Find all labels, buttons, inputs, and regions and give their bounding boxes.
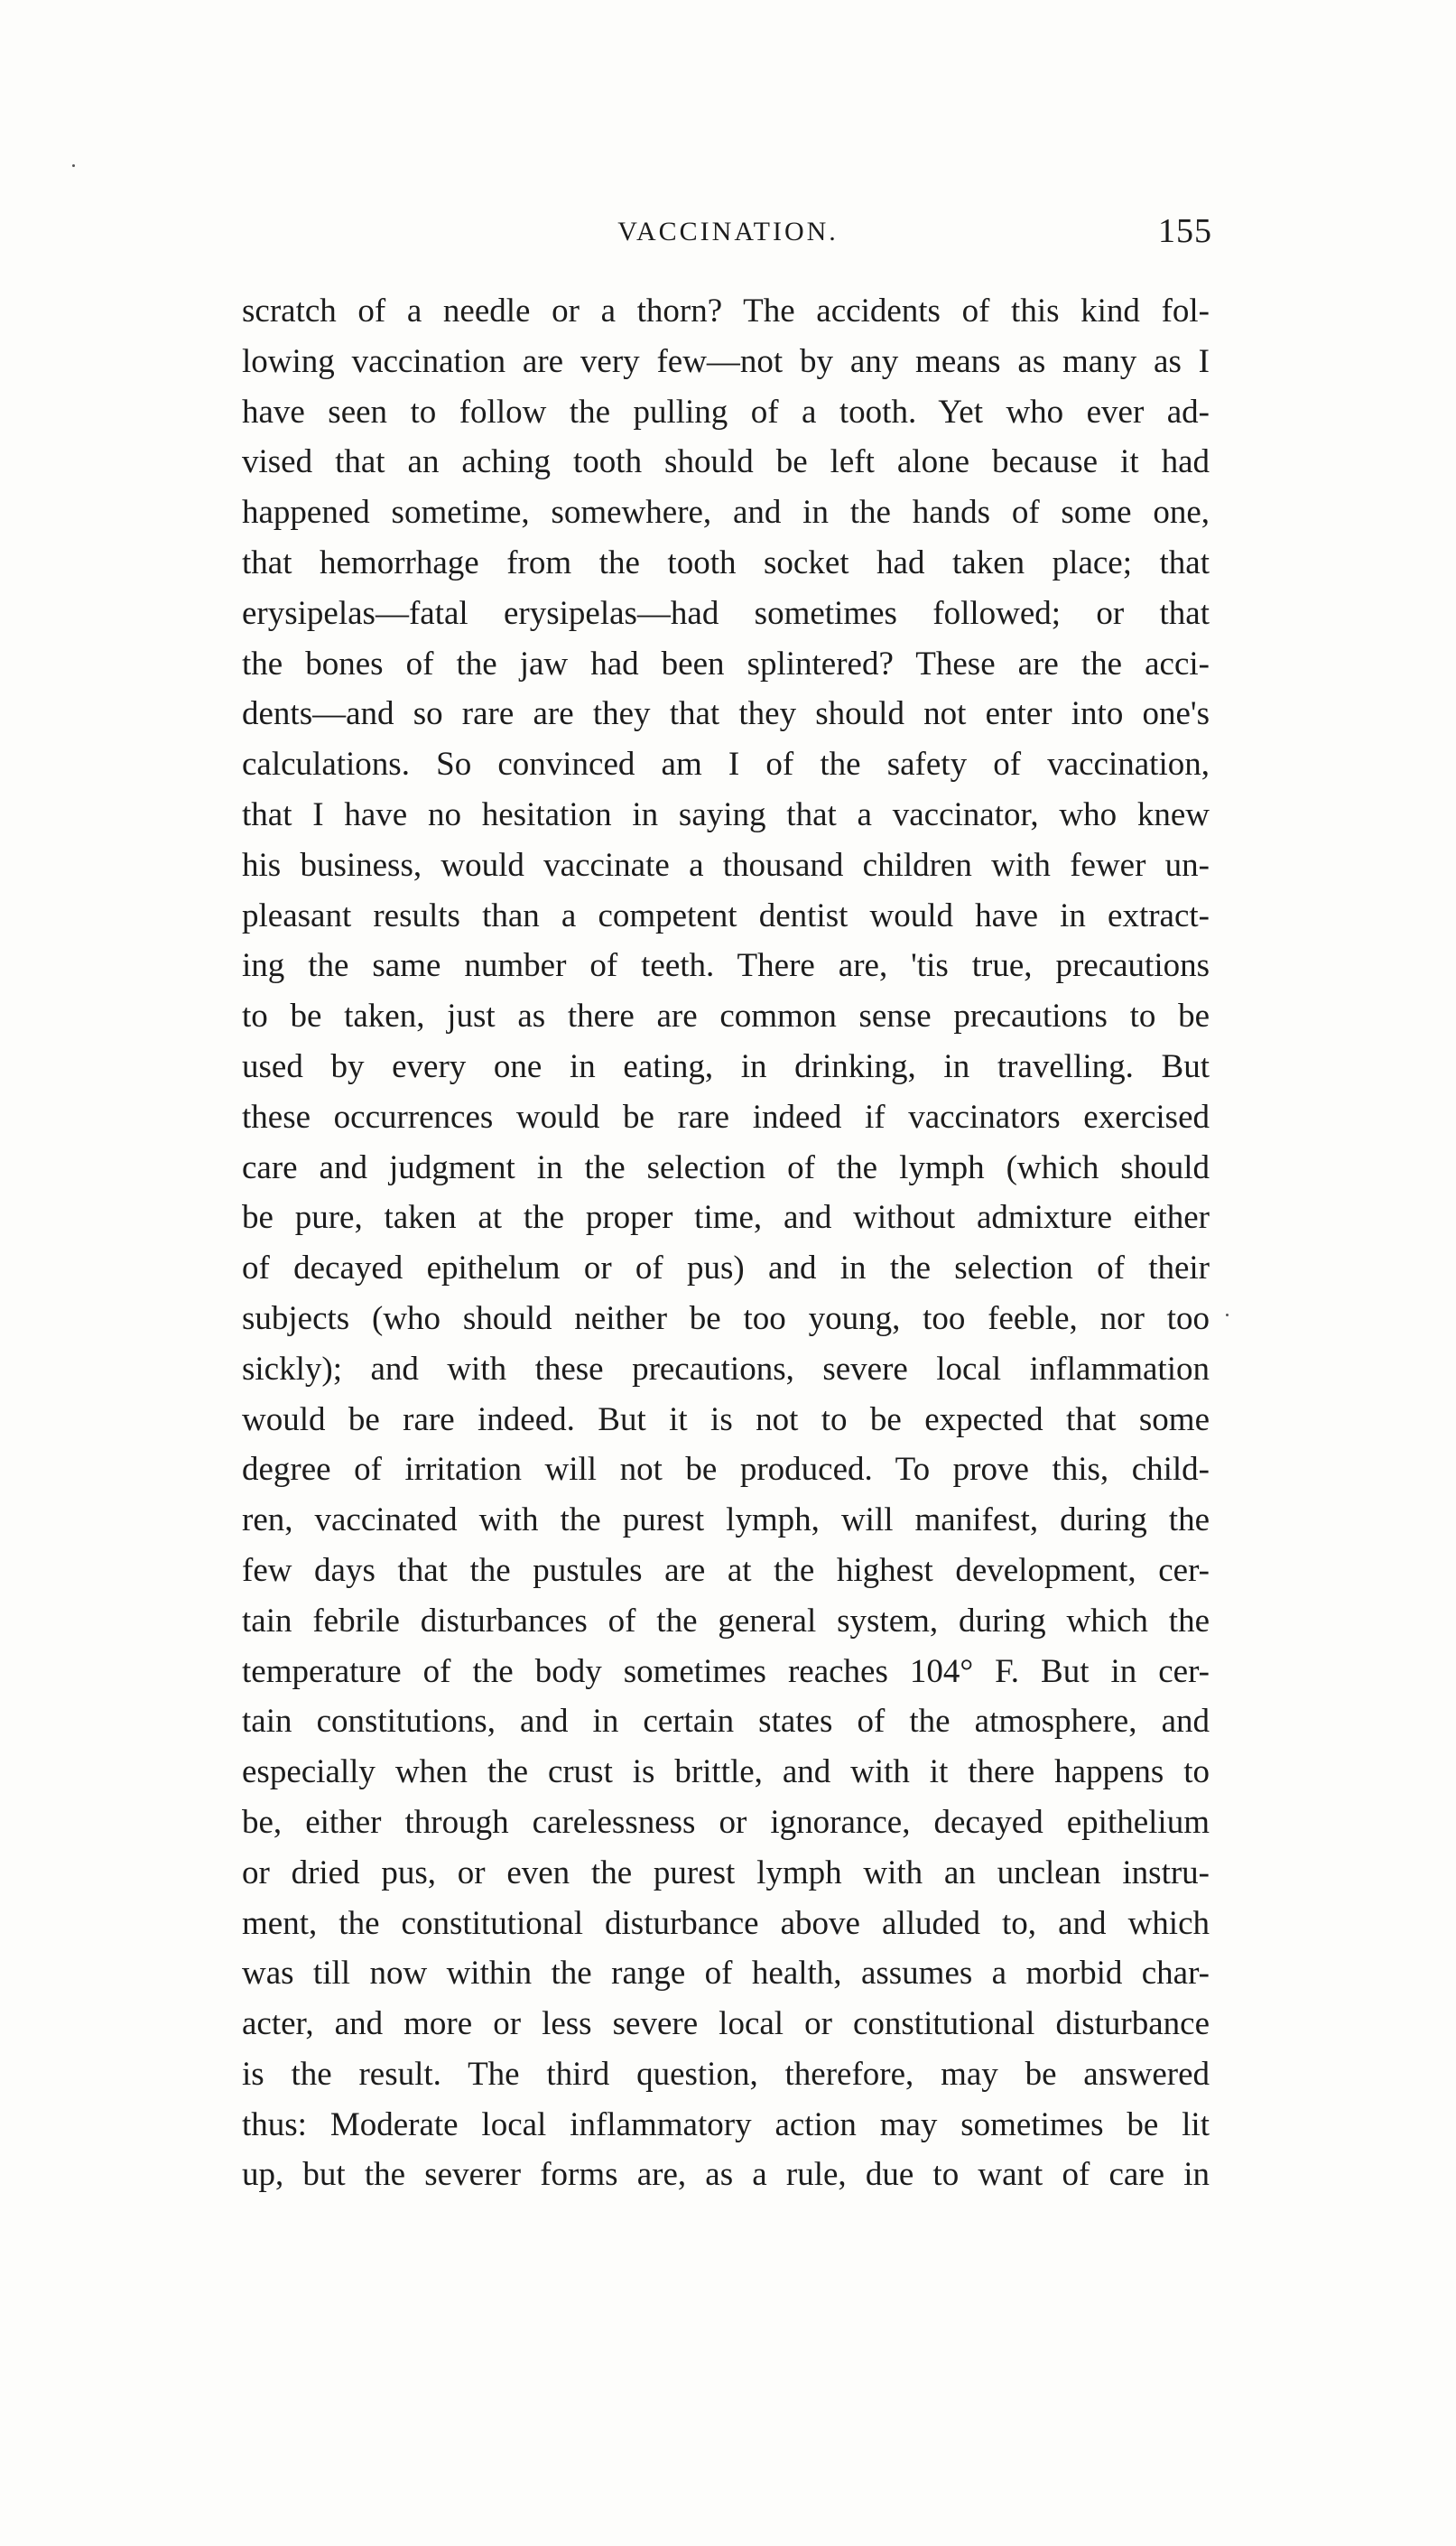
text-line: these occurrences would be rare indeed if vaccinators exercised — [242, 1098, 1210, 1136]
text-line: ment, the constitutional disturbance above alluded to, and which — [242, 1904, 1210, 1942]
text-line: erysipelas—fatal erysipelas—had sometimes followed; or that — [242, 594, 1210, 632]
text-line: up, but the severer forms are, as a rule, due to want of care in — [242, 2156, 1210, 2194]
text-line: subjects (who should neither be too young, too feeble, nor too — [242, 1299, 1210, 1337]
specks — [72, 164, 75, 167]
text-line: vised that an aching tooth should be left alone because it had — [242, 443, 1210, 481]
page-header — [0, 209, 1456, 255]
text-line: care and judgment in the selection of the lymph (which should — [242, 1148, 1210, 1186]
text-line: of decayed epithelum or of pus) and in the selection of their — [242, 1250, 1210, 1287]
text-line: the bones of the jaw had been splintered? These are the acci- — [242, 645, 1210, 683]
text-line: that I have no hesitation in saying that a vaccinator, who knew — [242, 795, 1210, 833]
text-line: tain constitutions, and in certain states of the atmosphere, and — [242, 1703, 1210, 1741]
text-line: calculations. So convinced am I of the safety of vaccination, — [242, 746, 1210, 784]
text-line: pleasant results than a competent dentist would have in extract- — [242, 897, 1210, 934]
text-line: that hemorrhage from the tooth socket had taken place; that — [242, 544, 1210, 581]
text-line: few days that the pustules are at the highest development, cer- — [242, 1551, 1210, 1589]
specks — [1226, 1314, 1229, 1316]
text-line: sickly); and with these precautions, severe local inflammation — [242, 1350, 1210, 1388]
text-line: is the result. The third question, therefore, may be answered — [242, 2055, 1210, 2093]
text-line: temperature of the body sometimes reaches 104° F. But in cer- — [242, 1652, 1210, 1690]
running-head: VACCINATION. — [617, 217, 839, 246]
page-number: 155 — [1158, 212, 1212, 250]
body-text — [242, 286, 1210, 2200]
text-line: would be rare indeed. But it is not to be expected that some — [242, 1400, 1210, 1438]
text-line: be pure, taken at the proper time, and without admixture either — [242, 1199, 1210, 1237]
text-line: tain febrile disturbances of the general system, during which the — [242, 1602, 1210, 1640]
text-line: used by every one in eating, in drinking, in travelling. But — [242, 1047, 1210, 1085]
text-line: his business, would vaccinate a thousand children with fewer un- — [242, 846, 1210, 884]
text-line: ren, vaccinated with the purest lymph, will manifest, during the — [242, 1501, 1210, 1539]
text-line: acter, and more or less severe local or constitutional disturbance — [242, 2005, 1210, 2043]
text-line: dents—and so rare are they that they should not enter into one's — [242, 695, 1210, 733]
text-line: ing the same number of teeth. There are, 'tis true, precautions — [242, 947, 1210, 985]
text-line: thus: Moderate local inflammatory action may sometimes be lit — [242, 2105, 1210, 2143]
text-line: have seen to follow the pulling of a tooth. Yet who ever ad- — [242, 393, 1210, 431]
text-line: was till now within the range of health, assumes a morbid char- — [242, 1955, 1210, 1993]
text-line: lowing vaccination are very few—not by any means as many as I — [242, 342, 1210, 380]
text-line: or dried pus, or even the purest lymph with an unclean instru- — [242, 1854, 1210, 1891]
text-line: degree of irritation will not be produced. To prove this, child- — [242, 1451, 1210, 1489]
text-line: scratch of a needle or a thorn? The accidents of this kind fol- — [242, 293, 1210, 330]
text-line: be, either through carelessness or ignorance, decayed epithelium — [242, 1803, 1210, 1841]
text-line: to be taken, just as there are common sense precautions to be — [242, 998, 1210, 1036]
text-line: happened sometime, somewhere, and in the hands of some one, — [242, 494, 1210, 532]
text-line: especially when the crust is brittle, and with it there happens to — [242, 1753, 1210, 1791]
